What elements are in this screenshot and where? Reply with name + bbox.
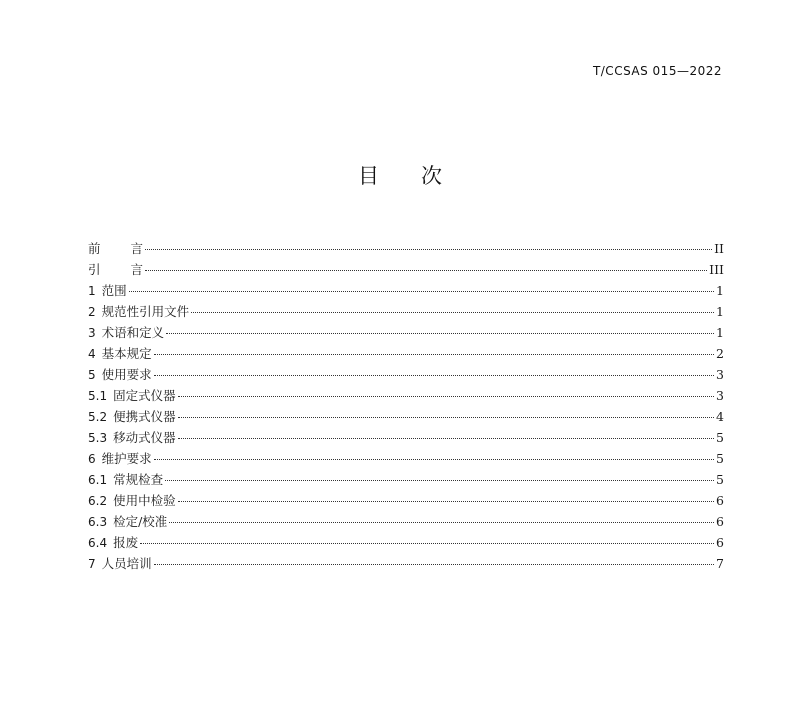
toc-entry[interactable] — [88, 490, 724, 511]
toc-entry-label: 报废 — [113, 535, 139, 550]
toc-entry-label: 移动式仪器 — [113, 430, 176, 445]
table-of-contents — [88, 238, 724, 574]
toc-entry-number: 5.2 — [88, 410, 108, 424]
page-title — [0, 160, 800, 190]
toc-entry-page: 6 — [716, 535, 724, 550]
toc-entry-number: 5.3 — [88, 431, 108, 445]
toc-entry[interactable] — [88, 343, 724, 364]
toc-entry-label: 使用中检验 — [113, 493, 176, 508]
toc-leader-dots — [154, 375, 714, 376]
toc-leader-dots — [178, 438, 714, 439]
toc-entry-label: 检定/校准 — [113, 514, 168, 529]
toc-entry[interactable] — [88, 448, 724, 469]
toc-entry-page: 7 — [716, 556, 724, 571]
toc-entry-number: 6.2 — [88, 494, 108, 508]
toc-leader-dots — [178, 417, 714, 418]
toc-leader-dots — [140, 543, 714, 544]
toc-entry[interactable] — [88, 427, 724, 448]
toc-leader-dots — [165, 480, 714, 481]
toc-entry-label: 人员培训 — [101, 556, 152, 571]
toc-entry[interactable] — [88, 469, 724, 490]
toc-entry-number: 7 — [88, 557, 96, 571]
toc-entry-number: 2 — [88, 305, 96, 319]
toc-entry-page: 1 — [716, 325, 724, 340]
toc-entry-page: III — [709, 262, 724, 277]
toc-entry-number: 3 — [88, 326, 96, 340]
toc-entry-label: 便携式仪器 — [113, 409, 176, 424]
toc-entry[interactable] — [88, 511, 724, 532]
toc-leader-dots — [129, 291, 714, 292]
toc-entry-page: 4 — [716, 409, 724, 424]
toc-entry-label: 维护要求 — [101, 451, 152, 466]
document-code: T/CCSAS 015—2022 — [592, 64, 722, 78]
toc-entry-number: 4 — [88, 347, 96, 361]
toc-entry-page: 5 — [716, 451, 724, 466]
toc-leader-dots — [178, 501, 714, 502]
toc-leader-dots — [145, 249, 712, 250]
toc-entry-number: 6.4 — [88, 536, 108, 550]
toc-leader-dots — [178, 396, 714, 397]
toc-entry-foreword[interactable] — [88, 238, 724, 259]
toc-entry-number: 6.3 — [88, 515, 108, 529]
toc-entry-number: 1 — [88, 284, 96, 298]
toc-entry-number: 5 — [88, 368, 96, 382]
toc-entry[interactable] — [88, 280, 724, 301]
toc-entry-introduction[interactable] — [88, 259, 724, 280]
toc-leader-dots — [154, 564, 714, 565]
toc-leader-dots — [191, 312, 714, 313]
toc-entry[interactable] — [88, 301, 724, 322]
toc-entry-label: 基本规定 — [101, 346, 152, 361]
toc-entry-number: 6 — [88, 452, 96, 466]
toc-entry-page: 5 — [716, 430, 724, 445]
toc-entry-page: 6 — [716, 493, 724, 508]
toc-entry-page: 1 — [716, 283, 724, 298]
toc-entry-label: 范围 — [101, 283, 127, 298]
toc-entry-label: 规范性引用文件 — [101, 304, 190, 319]
toc-entry-label: 常规检查 — [113, 472, 164, 487]
toc-entry[interactable] — [88, 532, 724, 553]
toc-entry-page: 2 — [716, 346, 724, 361]
toc-entry-page: 6 — [716, 514, 724, 529]
toc-entry-number: 5.1 — [88, 389, 108, 403]
title-char-2: 次 — [421, 164, 442, 188]
toc-entry[interactable] — [88, 406, 724, 427]
toc-entry-label: 固定式仪器 — [113, 388, 176, 403]
toc-leader-dots — [154, 354, 714, 355]
toc-entry-number: 6.1 — [88, 473, 108, 487]
toc-entry-label: 使用要求 — [101, 367, 152, 382]
toc-entry-page: 1 — [716, 304, 724, 319]
toc-leader-dots — [169, 522, 714, 523]
toc-entry[interactable] — [88, 364, 724, 385]
toc-entry-page: 3 — [716, 388, 724, 403]
toc-entry[interactable] — [88, 385, 724, 406]
toc-entry-label: 引 言 — [88, 262, 144, 277]
toc-entry[interactable] — [88, 553, 724, 574]
toc-entry-page: 3 — [716, 367, 724, 382]
toc-leader-dots — [166, 333, 714, 334]
toc-entry-label: 前 言 — [88, 241, 144, 256]
title-char-1: 目 — [358, 164, 379, 188]
toc-entry-label: 术语和定义 — [101, 325, 165, 340]
toc-entry[interactable] — [88, 322, 724, 343]
toc-leader-dots — [154, 459, 714, 460]
toc-entry-page: 5 — [716, 472, 724, 487]
toc-leader-dots — [145, 270, 707, 271]
toc-entry-page: II — [714, 241, 724, 256]
